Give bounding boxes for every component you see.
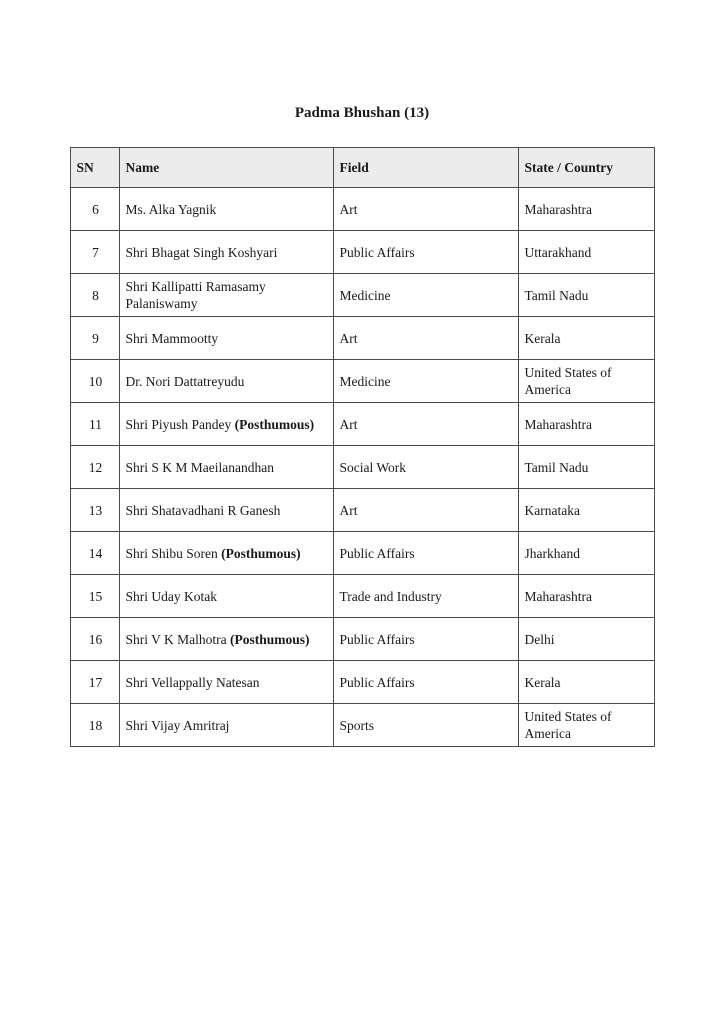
awardee-name: Shri Vijay Amritraj [125,717,230,733]
table-header [70,148,654,188]
cell-field: Art [333,317,518,360]
awardee-name: Shri Shatavadhani R Ganesh [125,502,281,518]
cell-sn: 7 [70,231,119,274]
table-row [70,403,654,446]
cell-sn: 6 [70,188,119,231]
cell-name [119,403,333,446]
awardee-name: Dr. Nori Dattatreyudu [125,373,245,389]
awardee-name: Shri Kallipatti Ramasamy Palaniswamy [125,279,266,311]
cell-state-country: Maharashtra [518,188,654,231]
table-row [70,532,654,575]
cell-field: Art [333,188,518,231]
cell-sn: 9 [70,317,119,360]
cell-sn: 10 [70,360,119,403]
cell-name [119,489,333,532]
awardee-name: Shri Mammootty [125,330,219,346]
cell-sn: 16 [70,618,119,661]
cell-state-country: United States of America [518,704,654,747]
table-row [70,489,654,532]
cell-sn: 11 [70,403,119,446]
cell-sn: 18 [70,704,119,747]
cell-field: Art [333,403,518,446]
cell-name [119,446,333,489]
page-title: Padma Bhushan (13) [294,105,430,121]
cell-state-country: Delhi [518,618,654,661]
cell-state-country: Tamil Nadu [518,274,654,317]
awards-table [70,147,655,747]
table-row [70,575,654,618]
posthumous-label: (Posthumous) [230,631,310,647]
cell-sn: 17 [70,661,119,704]
cell-state-country: Tamil Nadu [518,446,654,489]
cell-name [119,231,333,274]
awardee-name: Shri Piyush Pandey [125,416,232,432]
posthumous-label: (Posthumous) [221,545,301,561]
cell-field: Art [333,489,518,532]
cell-field: Public Affairs [333,618,518,661]
header-sn: SN [70,148,119,188]
cell-field: Social Work [333,446,518,489]
cell-state-country: Karnataka [518,489,654,532]
cell-field: Public Affairs [333,661,518,704]
table-row [70,618,654,661]
table-row [70,661,654,704]
awardee-name: Shri Vellappally Natesan [125,674,260,690]
cell-name [119,274,333,317]
header-name: Name [119,148,333,188]
table-row [70,446,654,489]
cell-sn: 12 [70,446,119,489]
awardee-name: Shri V K Malhotra [125,631,227,647]
awardee-name: Shri Bhagat Singh Koshyari [125,244,278,260]
cell-field: Public Affairs [333,231,518,274]
cell-name [119,360,333,403]
header-state-country: State / Country [518,148,654,188]
cell-state-country: Uttarakhand [518,231,654,274]
cell-state-country: Maharashtra [518,403,654,446]
table-row [70,360,654,403]
cell-sn: 8 [70,274,119,317]
posthumous-label: (Posthumous) [234,416,315,432]
cell-state-country: Jharkhand [518,532,654,575]
cell-field: Medicine [333,360,518,403]
cell-state-country: United States of America [518,360,654,403]
cell-name [119,317,333,360]
cell-sn: 14 [70,532,119,575]
table-row [70,231,654,274]
cell-name [119,618,333,661]
cell-name [119,704,333,747]
cell-state-country: Kerala [518,317,654,360]
table-row [70,317,654,360]
awardee-name: Ms. Alka Yagnik [125,201,217,217]
awardee-name: Shri Uday Kotak [125,588,217,604]
table-row [70,704,654,747]
cell-name [119,532,333,575]
awardee-name: Shri Shibu Soren [125,545,218,561]
cell-state-country: Kerala [518,661,654,704]
table-body [70,188,654,747]
cell-sn: 13 [70,489,119,532]
header-field: Field [333,148,518,188]
awardee-name: Shri S K M Maeilanandhan [125,459,274,475]
cell-field: Public Affairs [333,532,518,575]
cell-field: Sports [333,704,518,747]
cell-field: Trade and Industry [333,575,518,618]
cell-sn: 15 [70,575,119,618]
table-row [70,188,654,231]
table-header-row [70,148,654,188]
cell-name [119,188,333,231]
table-row [70,274,654,317]
cell-state-country: Maharashtra [518,575,654,618]
cell-name [119,661,333,704]
cell-name [119,575,333,618]
cell-field: Medicine [333,274,518,317]
